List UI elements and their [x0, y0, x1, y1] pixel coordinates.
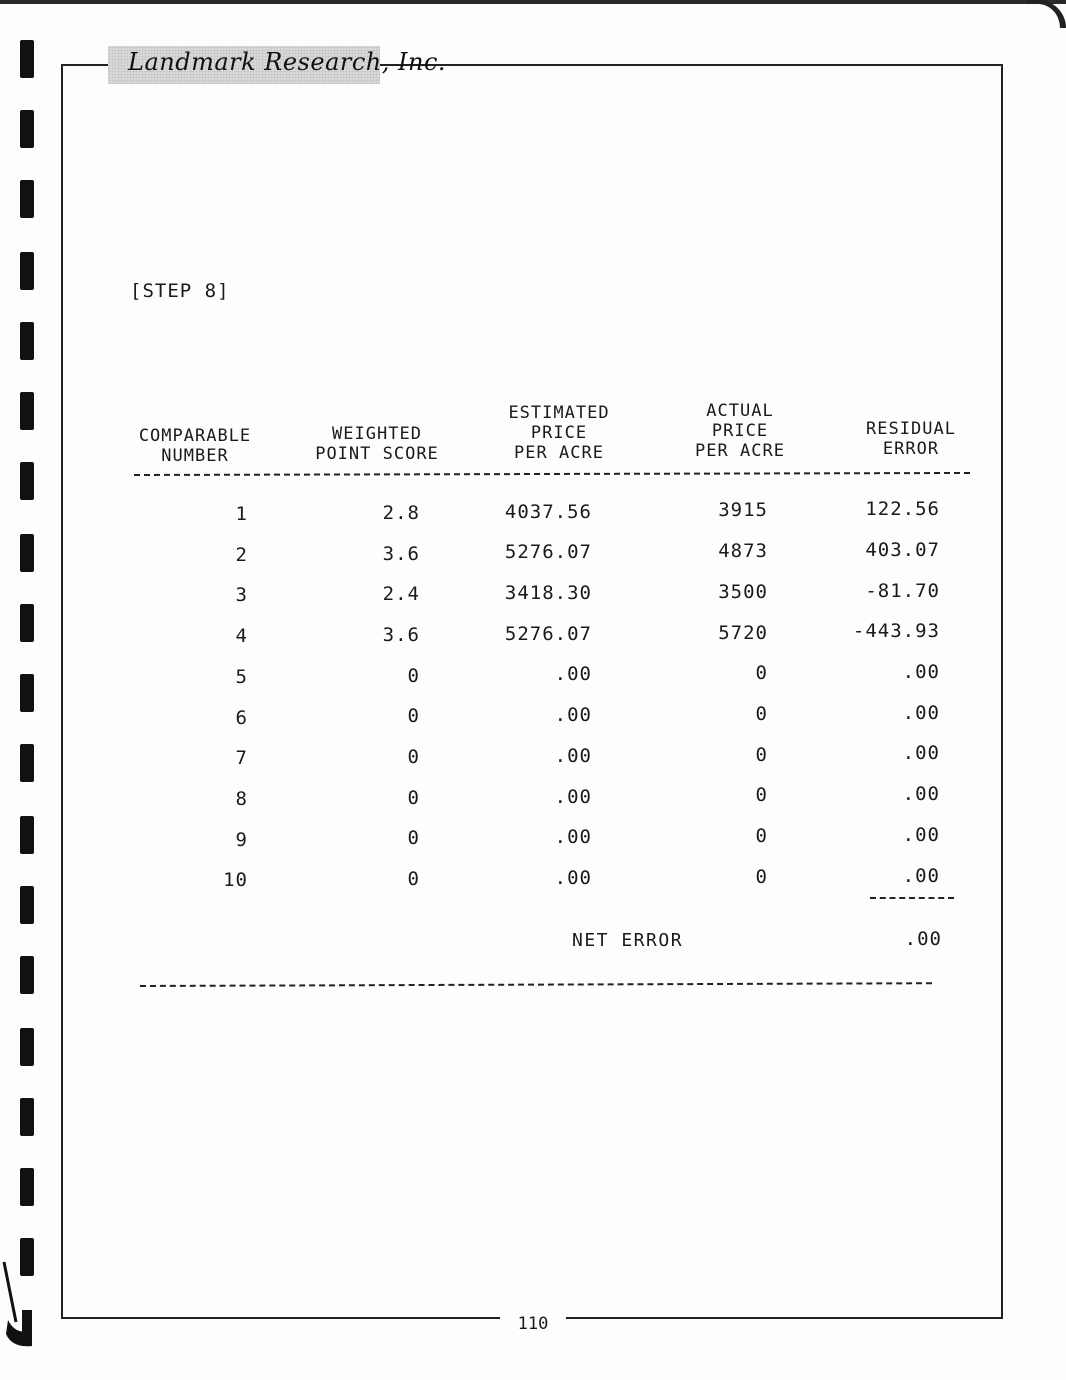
- actual-price-cell: 3915: [718, 499, 768, 522]
- page-frame: [61, 64, 1003, 1319]
- weighted-score-cell: 0: [407, 664, 420, 687]
- binding-hole: [20, 110, 34, 148]
- actual-price-cell: 0: [755, 662, 768, 685]
- comparable-number-cell: 9: [235, 828, 248, 851]
- binding-hole: [20, 252, 34, 290]
- residual-error-cell: .00: [902, 823, 940, 846]
- scan-edge-top: [0, 0, 1066, 4]
- estimated-price-cell: .00: [554, 866, 592, 889]
- actual-price-cell: 0: [755, 743, 768, 766]
- binding-hole: [20, 744, 34, 782]
- comparable-number-cell: 2: [235, 543, 248, 566]
- actual-price-cell: 0: [755, 702, 768, 725]
- column-header-estimated: ESTIMATED PRICE PER ACRE: [508, 403, 610, 463]
- comparable-number-cell: 6: [235, 706, 248, 729]
- total-underline: [870, 897, 954, 899]
- binding-hole: [20, 322, 34, 360]
- column-header-weighted: WEIGHTED POINT SCORE: [315, 424, 439, 464]
- binding-hole: [20, 956, 34, 994]
- weighted-score-cell: 0: [407, 705, 420, 728]
- comparable-number-cell: 1: [235, 503, 248, 525]
- estimated-price-cell: .00: [554, 826, 592, 849]
- binding-hole: [20, 1168, 34, 1206]
- residual-error-cell: 122.56: [865, 498, 940, 521]
- estimated-price-cell: 5276.07: [504, 622, 592, 645]
- weighted-score-cell: 2.4: [382, 583, 420, 606]
- estimated-price-cell: 3418.30: [504, 582, 592, 604]
- estimated-price-cell: .00: [554, 785, 592, 808]
- binding-hole: [20, 1028, 34, 1066]
- binding-holes: [20, 0, 36, 1380]
- actual-price-cell: 0: [755, 784, 768, 807]
- weighted-score-cell: 3.6: [382, 623, 420, 646]
- weighted-score-cell: 0: [407, 746, 420, 768]
- comparable-number-cell: 10: [223, 869, 248, 892]
- weighted-score-cell: 0: [407, 868, 420, 891]
- weighted-score-cell: 0: [407, 786, 420, 809]
- column-header-residual: RESIDUAL ERROR: [866, 419, 956, 459]
- weighted-score-cell: 0: [407, 827, 420, 850]
- actual-price-cell: 0: [755, 825, 768, 847]
- actual-price-cell: 5720: [718, 621, 768, 644]
- step-label: [STEP 8]: [130, 280, 230, 302]
- residual-error-cell: .00: [902, 701, 940, 724]
- binding-clip-icon: [2, 1258, 32, 1348]
- estimated-price-cell: .00: [554, 663, 592, 686]
- residual-error-cell: -81.70: [865, 579, 940, 602]
- estimated-price-cell: 5276.07: [504, 541, 592, 564]
- binding-hole: [20, 1098, 34, 1136]
- column-header-comparable: COMPARABLE NUMBER: [138, 426, 252, 466]
- binding-hole: [20, 604, 34, 642]
- comparable-number-cell: 4: [235, 625, 248, 648]
- residual-error-cell: 403.07: [865, 538, 940, 561]
- binding-hole: [20, 392, 34, 430]
- residual-error-cell: .00: [902, 864, 940, 887]
- net-error-label: NET ERROR: [572, 930, 684, 951]
- residual-error-cell: .00: [902, 661, 940, 683]
- estimated-price-cell: 4037.56: [504, 500, 592, 523]
- company-name: Landmark Research, Inc.: [128, 48, 447, 76]
- residual-error-cell: -443.93: [852, 620, 940, 643]
- residual-error-cell: .00: [902, 783, 940, 806]
- binding-hole: [20, 180, 34, 218]
- scan-edge-corner: [1026, 0, 1066, 28]
- binding-hole: [20, 534, 34, 572]
- comparable-number-cell: 3: [235, 584, 248, 607]
- comparable-number-cell: 7: [235, 747, 248, 770]
- weighted-score-cell: 3.6: [382, 542, 420, 565]
- binding-hole: [20, 674, 34, 712]
- binding-hole: [20, 40, 34, 78]
- estimated-price-cell: .00: [554, 744, 592, 767]
- page-number: 110: [517, 1314, 549, 1334]
- actual-price-cell: 4873: [718, 540, 768, 563]
- comparable-number-cell: 5: [235, 665, 248, 688]
- residual-error-cell: .00: [902, 742, 940, 765]
- net-error-value: .00: [904, 928, 942, 950]
- binding-hole: [20, 462, 34, 500]
- comparable-number-cell: 8: [235, 787, 248, 810]
- column-header-actual: ACTUAL PRICE PER ACRE: [695, 401, 785, 461]
- actual-price-cell: 3500: [718, 580, 768, 603]
- actual-price-cell: 0: [755, 865, 768, 888]
- estimated-price-cell: .00: [554, 704, 592, 727]
- binding-hole: [20, 886, 34, 924]
- weighted-score-cell: 2.8: [382, 501, 420, 524]
- binding-hole: [20, 816, 34, 854]
